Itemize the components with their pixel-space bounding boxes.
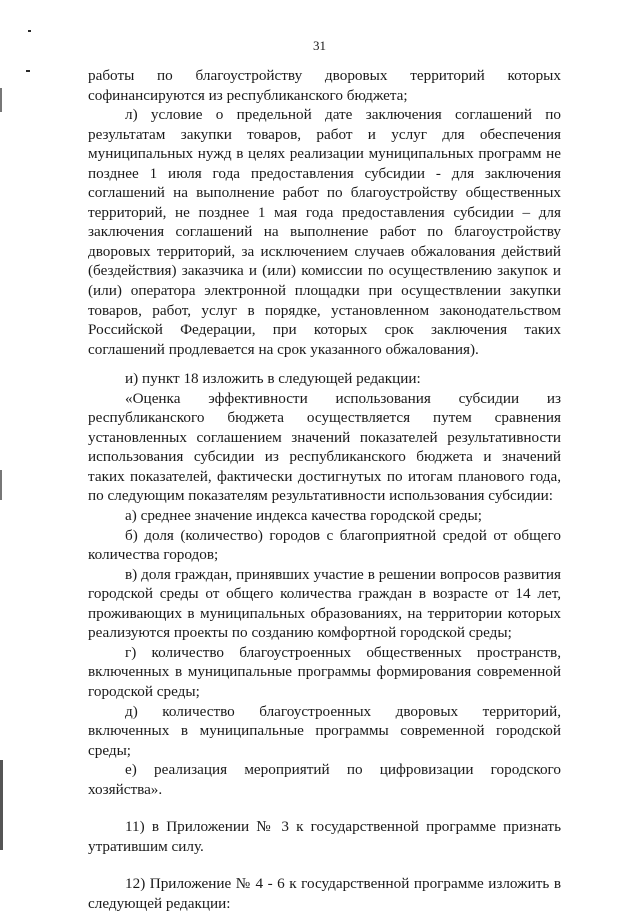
paragraph-continuation: работы по благоустройству дворовых территорий которых софинансируются из республиканского бюджета; xyxy=(88,67,561,104)
paragraph-indicator-v: в) доля граждан, принявших участие в решении вопросов развития городской среды от общего количества граждан в возрасте от 14 лет, проживающих в муниципальных образованиях, на территории которых реализуются проекты по созданию комфортной городской среды; xyxy=(88,565,561,642)
page-number: 31 xyxy=(313,38,326,53)
scan-artifact xyxy=(28,30,31,32)
paragraph-evaluation: «Оценка эффективности использования субсидии из республиканского бюджета осуществляется путем сравнения установленных соглашением значений показателей результативности использования субсидии из республиканского бюджета и значений таких показателей, фактически достигнутых по итогам планового года, по следующим показателям результативности использования субсидии: xyxy=(88,389,561,505)
document-body xyxy=(88,66,561,913)
scan-artifact xyxy=(0,470,2,500)
paragraph-item-l: л) условие о предельной дате заключения соглашений по результатам закупки товаров, работ и услуг для обеспечения муниципальных нужд в целях реализации муниципальных программ не позднее 1 июля года предоставления субсидии - для заключения соглашений на выполнение работ по благоустройству общественных территорий, не позднее 1 мая года предоставления субсидии – для заключения соглашений на выполнение работ по благоустройству дворовых территорий, за исключением случаев обжалования действий (бездействия) заказчика и (или) комиссии по осуществлению закупок и (или) оператора электронной площадки при осуществлении закупки товаров, работ, услуг в порядке, установленном законодательством Российской Федерации, при которых срок заключения таких соглашений продлевается на срок указанного обжалования). xyxy=(88,106,561,358)
paragraph-indicator-g: г) количество благоустроенных общественных пространств, включенных в муниципальные программы формирования современной городской среды; xyxy=(88,643,561,700)
paragraph-item-12: 12) Приложение № 4 - 6 к государственной программе изложить в следующей редакции: xyxy=(88,875,561,912)
paragraph-indicator-a: а) среднее значение индекса качества городской среды; xyxy=(125,507,482,525)
paragraph-indicator-b: б) доля (количество) городов с благоприятной средой от общего количества городов; xyxy=(88,526,561,564)
paragraph-item-11: 11) в Приложении № 3 к государственной программе признать утратившим силу. xyxy=(88,818,561,855)
scan-artifact xyxy=(26,70,30,72)
scan-artifact xyxy=(0,760,3,850)
paragraph-indicator-e: е) реализация мероприятий по цифровизации городского хозяйства». xyxy=(88,761,561,798)
paragraph-indicator-d: д) количество благоустроенных дворовых территорий, включенных в муниципальные программы современной городской среды; xyxy=(88,702,561,759)
paragraph-item-i: и) пункт 18 изложить в следующей редакции: xyxy=(125,370,421,388)
scan-artifact xyxy=(0,88,2,112)
